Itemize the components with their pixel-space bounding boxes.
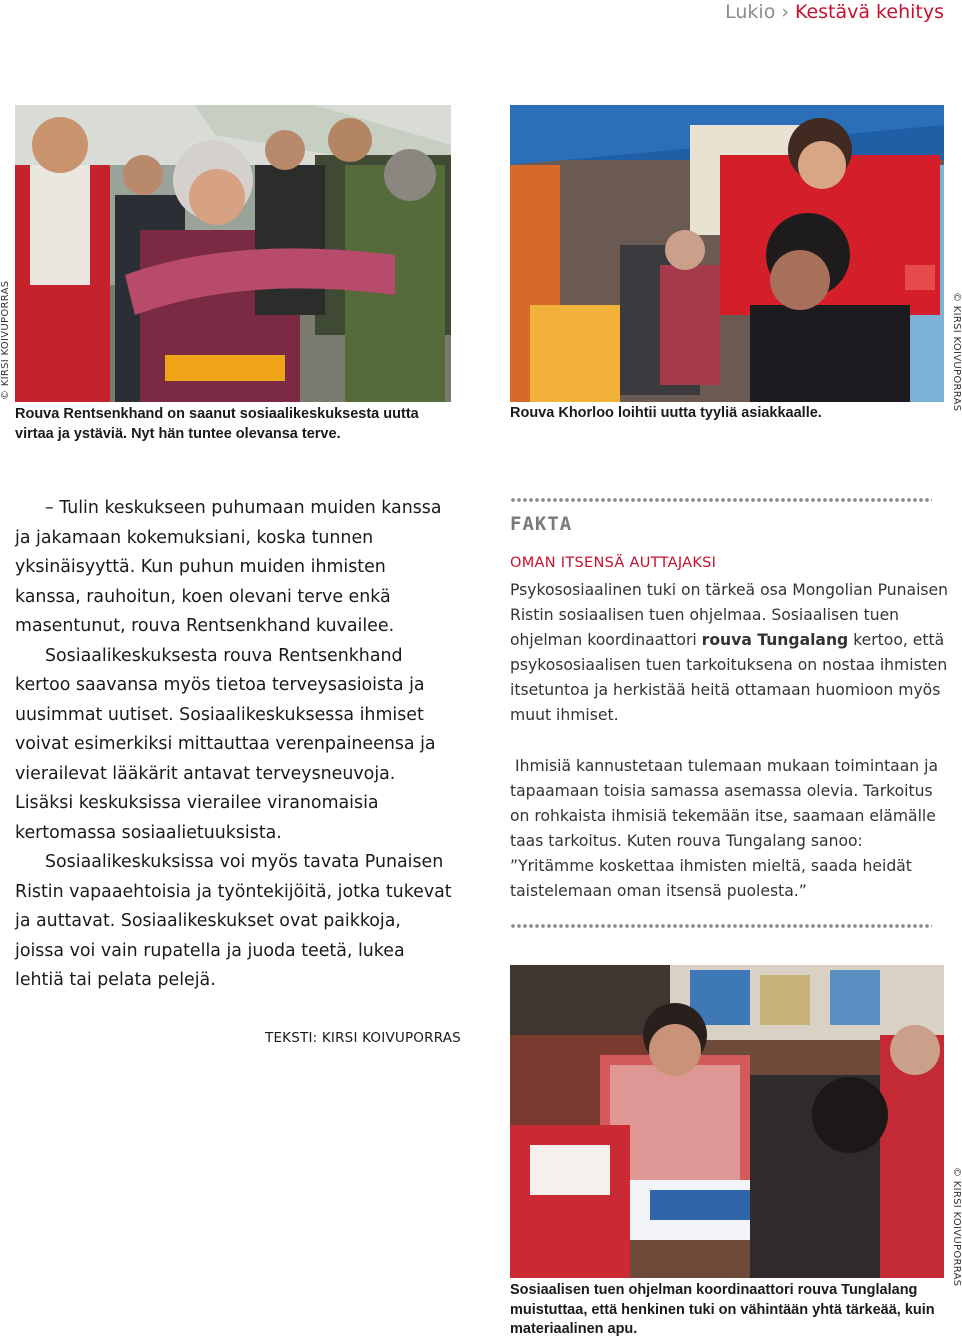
article-paragraph: – Tulin keskukseen puhumaan muiden kanssa ja jakamaan kokemuksiani, koska tunnen yksinäisyyttä. Kun puhun muiden ihmisten kanssa, rauhoitun, koen olevani terve enkä masentunut, rouva Rentsenkhand kuvailee. [15,498,442,636]
article-paragraph: Sosiaalikeskuksesta rouva Rentsenkhand kertoo saavansa myös tietoa terveysasioista ja uusimmat uutiset. Sosiaalikeskuksessa ihmiset voivat esimerkiksi mittauttaa verenpaineensa ja vierailevat lääkärit antavat terveysneuvoja. Lisäksi keskuksissa vierailee viranomaisia kertomassa sosiaalietuuksista. [15,645,436,843]
coordinator-name: rouva Tungalang [701,631,849,649]
article-paragraph: Sosiaalikeskuksissa voi myös tavata Punaisen Ristin vapaaehtoisia ja työntekijöitä, jotka tukevat ja auttavat. Sosiaalikeskukset ovat paikkoja, joissa voi vain rupatella ja juoda teetä, lukea lehtiä tai pelata pelejä. [15,852,452,990]
coordinator-meeting-caption: Sosiaalisen tuen ohjelman koordinaattori rouva Tunglalang muistuttaa, että henkinen tuki on vähintään yhtä tärkeää, kuin materiaalinen apu. [510,1282,935,1337]
fact-box-title: FAKTA [510,513,573,535]
breadcrumb [725,0,944,24]
dancing-elders-caption: Rouva Rentsenkhand on saanut sosiaalikeskuksesta uutta virtaa ja ystäviä. Nyt hän tuntee olevansa terve. [15,406,419,442]
breadcrumb-item-current[interactable]: Kestävä kehitys [794,1,944,23]
photo-credit: © KIRSI KOIVUPORRAS [951,292,962,412]
haircut-photo [510,105,944,402]
article-byline: TEKSTI: KIRSI KOIVUPORRAS [265,1030,461,1046]
breadcrumb-item-lukio[interactable]: Lukio [725,1,776,23]
article-body [15,494,455,996]
fact-box-text [510,578,950,728]
coordinator-meeting-photo [510,965,944,1278]
haircut-caption: Rouva Khorloo loihtii uutta tyyliä asiakkaalle. [510,405,822,421]
fact-box-text [510,754,950,904]
fact-box-paragraph: Psykososiaalinen tuki on tärkeä osa Mongolian Punaisen Ristin sosiaalisen tuen ohjelmaa. Sosiaalisen tuen ohjelman koordinaattori rouva Tungalang kertoo, että psykososiaalisen tuen tarkoituksena on nostaa ihmisten itsetuntoa ja herkistää heitä ottamaan huomioon myös muut ihmiset. [510,581,949,724]
chevron-right-icon: › [781,1,789,23]
dancing-elders-photo [15,105,451,402]
dotted-divider [510,923,932,929]
photo-credit: © KIRSI KOIVUPORRAS [951,1167,962,1287]
dotted-divider [510,497,932,503]
fact-box-heading: OMAN ITSENSÄ AUTTAJAKSI [510,555,717,571]
fact-box-paragraph: Ihmisiä kannustetaan tulemaan mukaan toimintaan ja tapaamaan toisia samassa asemassa olevia. Tarkoitus on rohkaista ihmisiä tekemään itse, saamaan elämälle taas tarkoitus. Kuten rouva Tungalang sanoo: ”Yritämme koskettaa ihmisten mieltä, saada heidät taistelemaan oman itsensä puolesta.” [510,757,939,900]
photo-credit: © KIRSI KOIVUPORRAS [0,280,11,400]
